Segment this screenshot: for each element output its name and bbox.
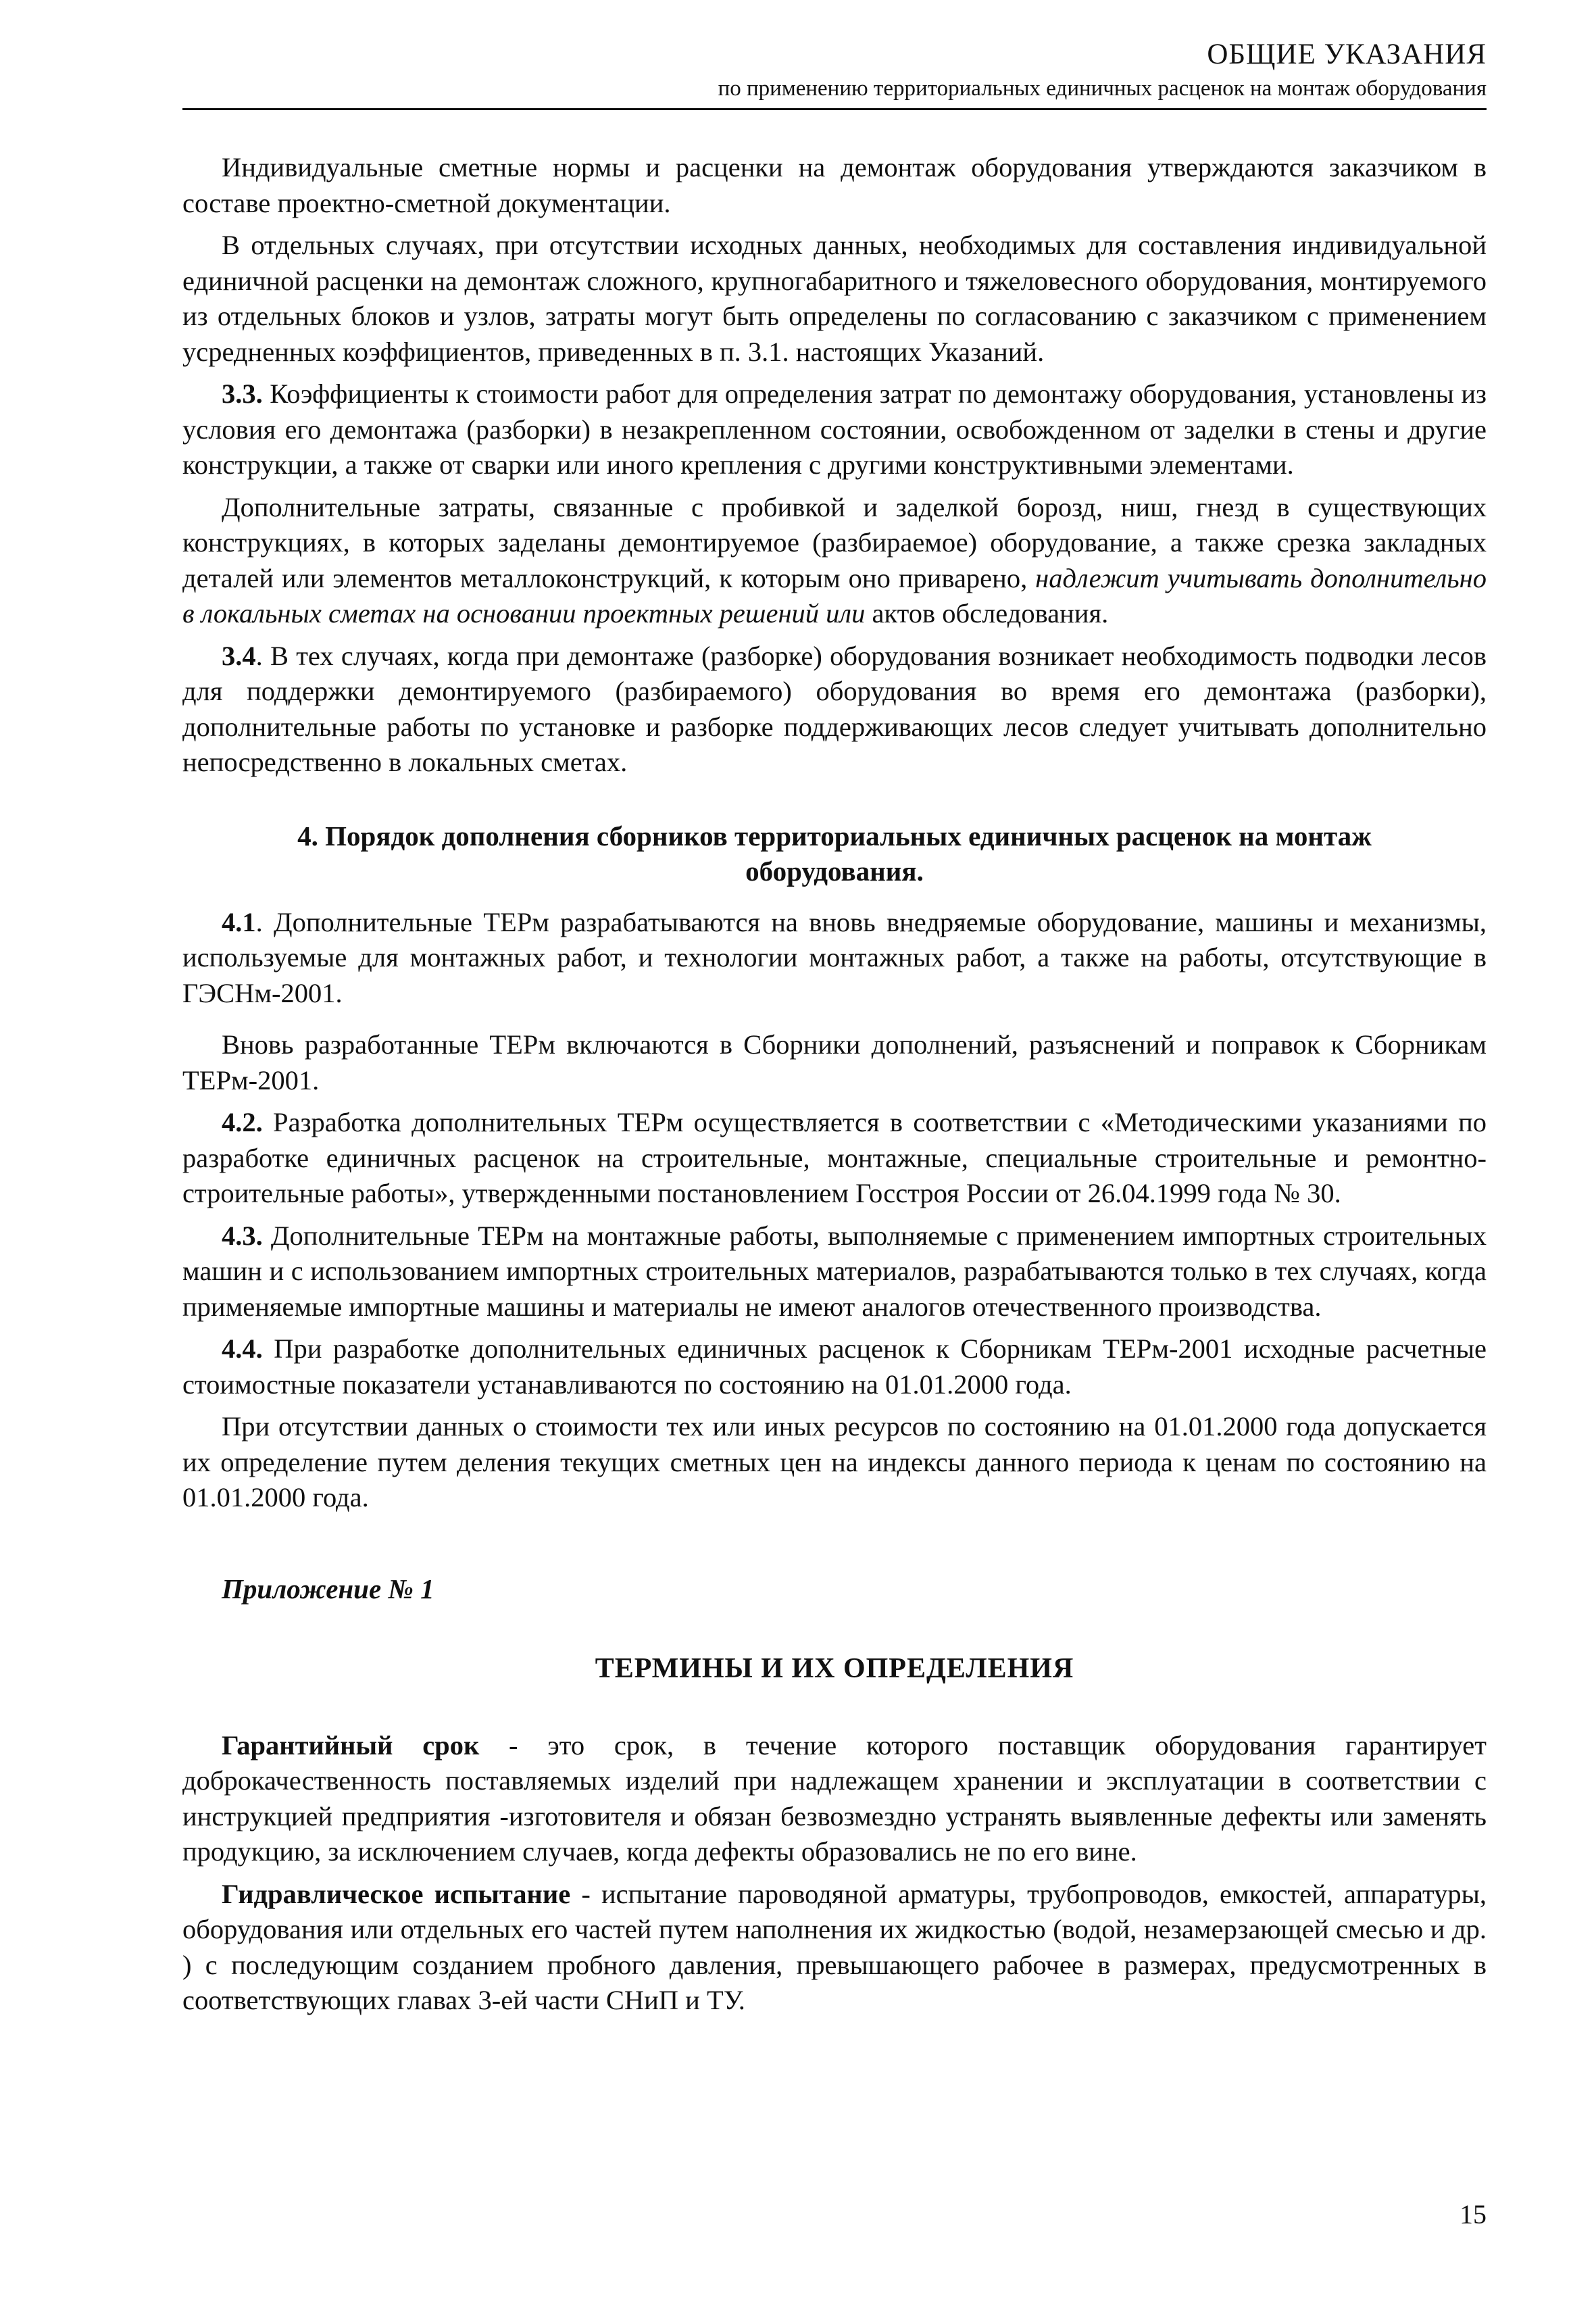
paragraph-3-4: 3.4. В тех случаях, когда при демонтаже (разборке) оборудования возникает необходимость подводки лесов для поддержки демонтируемого (разбираемого) оборудования во время его демонтажа (разборки), дополнительные работы по установке и разборке поддерживающих лесов следует учитывать дополнительно непосредственно в локальных сметах. (182, 640, 1487, 777)
terms-heading: ТЕРМИНЫ И ИХ ОПРЕДЕЛЕНИЯ (595, 1652, 1074, 1684)
paragraph-additional-costs: Дополнительные затраты, связанные с пробивкой и заделкой борозд, ниш, гнезд в существующих конструкциях, в которых заделаны демонтируемое (разбираемое) оборудование, а также срезка закладных деталей или элементов металлоконструкций, к которым оно приварено, надлежит учитывать дополнительно в локальных сметах на основании проектных решений или актов обследования. (182, 491, 1487, 629)
body-text (182, 150, 1487, 2019)
header-subtitle: по применению территориальных единичных расценок на монтаж оборудования (182, 74, 1487, 110)
clause-number: 4.1 (222, 906, 256, 937)
term-name: Гарантийный срок (222, 1729, 480, 1761)
term-definition: Гидравлическое испытание - испытание пароводяной арматуры, трубопроводов, емкостей, аппаратуры, оборудования или отдельных его частей путем наполнения их жидкостью (водой, незамерзающей смесью и др. ) с последующим созданием пробного давления, превышающего рабочее в размерах, предусмотренных в соответствующих главах 3-ей части СНиП и ТУ. (182, 1878, 1487, 2015)
paragraph-no-data: При отсутствии данных о стоимости тех или иных ресурсов по состоянию на 01.01.2000 года допускается их определение путем деления текущих сметных цен на индексы данного периода к ценам по состоянию на 01.01.2000 года. (182, 1411, 1487, 1512)
paragraph-new-ter: Вновь разработанные ТЕРм включаются в Сборники дополнений, разъяснений и поправок к Сборникам ТЕРм-2001. (182, 1029, 1487, 1096)
paragraph-4-1: 4.1. Дополнительные ТЕРм разрабатываются на вновь внедряемые оборудование, машины и механизмы, используемые для монтажных работ, и технологии монтажных работ, а также на работы, отсутствующие в ГЭСНм-2001. (182, 906, 1487, 1008)
paragraph-4-2: 4.2. Разработка дополнительных ТЕРм осуществляется в соответствии с «Методическими указаниями по разработке единичных расценок на строительные, монтажные, специальные строительные и ремонтно-строительные работы», утвержденными постановлением Госстроя России от 26.04.1999 года № 30. (182, 1107, 1487, 1208)
italic-emphasis: надлежит учитывать дополнительно в локальных сметах на основании проектных решений или (182, 562, 1487, 629)
paragraph-4-4: 4.4. При разработке дополнительных единичных расценок к Сборникам ТЕРм-2001 исходные расчетные стоимостные показатели устанавливаются по состоянию на 01.01.2000 года. (182, 1333, 1487, 1400)
term-name: Гидравлическое испытание (222, 1878, 571, 1909)
clause-number: 3.4 (222, 640, 256, 671)
page-number: 15 (1460, 2199, 1487, 2230)
clause-number: 4.2. (222, 1107, 263, 1137)
page-header (182, 35, 1487, 110)
appendix-label: Приложение № 1 (222, 1573, 434, 1604)
clause-number: 3.3. (222, 378, 263, 409)
clause-number: 4.3. (222, 1220, 263, 1251)
paragraph-special-cases: В отдельных случаях, при отсутствии исходных данных, необходимых для составления индивидуальной единичной расценки на демонтаж сложного, крупногабаритного и тяжеловесного оборудования, монтируемого из отдельных блоков и узлов, затраты могут быть определены по согласованию с заказчиком с применением усредненных коэффициентов, приведенных в п. 3.1. настоящих Указаний. (182, 230, 1487, 367)
paragraph-4-3: 4.3. Дополнительные ТЕРм на монтажные работы, выполняемые с применением импортных строительных машин и с использованием импортных строительных материалов, разрабатываются только в тех случаях, когда применяемые импортные машины и материалы не имеют аналогов отечественного производства. (182, 1220, 1487, 1322)
term-definition: Гарантийный срок - это срок, в течение которого поставщик оборудования гарантирует доброкачественность поставляемых изделий при надлежащем хранении и эксплуатации в соответствии с инструкцией предприятия -изготовителя и обязан безвозмездно устранять выявленные дефекты или заменять продукцию, за исключением случаев, когда дефекты образовались не по его вине. (182, 1729, 1487, 1867)
clause-number: 4.4. (222, 1333, 263, 1364)
header-title: ОБЩИЕ УКАЗАНИЯ (1207, 39, 1487, 70)
paragraph-3-3: 3.3. Коэффициенты к стоимости работ для определения затрат по демонтажу оборудования, установлены из условия его демонтажа (разборки) в незакрепленном состоянии, освобожденном от заделки в стены и другие конструкции, а также от сварки или иного крепления с другими конструктивными элементами. (182, 378, 1487, 480)
paragraph-individual-norms: Индивидуальные сметные нормы и расценки на демонтаж оборудования утверждаются заказчиком в составе проектно-сметной документации. (182, 152, 1487, 218)
section-4-heading: 4. Порядок дополнения сборников территориальных единичных расценок на монтаж оборудования. (297, 820, 1372, 887)
